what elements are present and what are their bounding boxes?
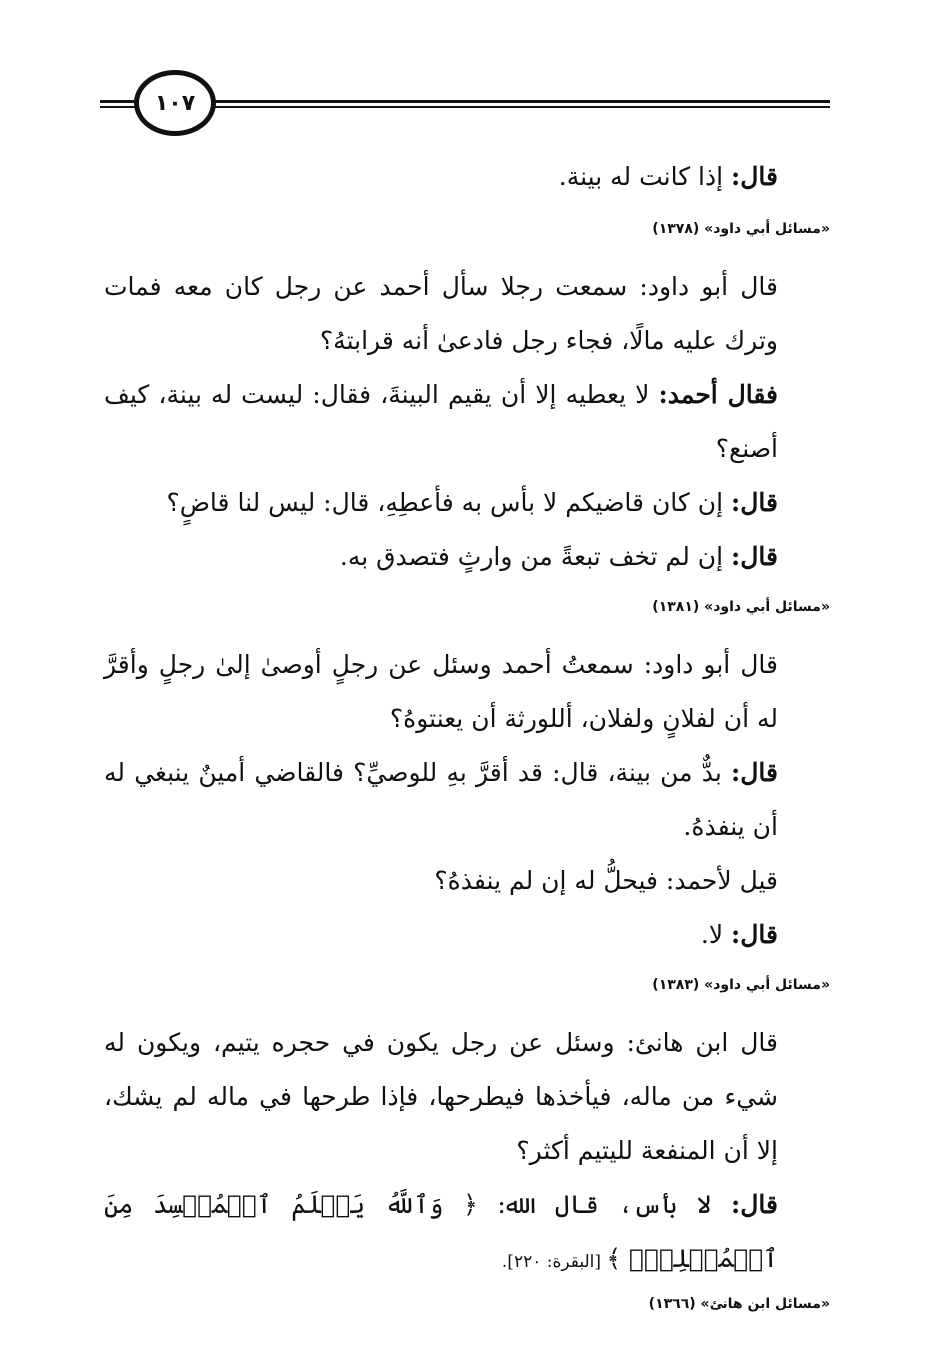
paragraph-text: قال أبو داود: سمعت رجلا سأل أحمد عن رجل كان معه فمات وترك عليه مالًا، فجاء رجل فادعىٰ أنه قرابتهُ؟ (104, 272, 778, 355)
paragraph (104, 260, 830, 368)
paragraph (104, 1178, 830, 1289)
paragraph (104, 368, 830, 476)
source-reference: «مسائل أبي داود» (١٣٨١) (652, 599, 830, 615)
page-body (104, 150, 830, 1315)
speaker-label: قال: (731, 1190, 778, 1219)
paragraph-text: إن كان قاضيكم لا بأس به فأعطِهِ، قال: ليس لنا قاضٍ؟ (166, 488, 732, 517)
paragraph-text: لا يعطيه إلا أن يقيم البينةَ، فقال: ليست له بينة، كيف أصنع؟ (104, 380, 778, 463)
page-number: ١٠٧ (134, 70, 216, 136)
paragraph (104, 150, 830, 204)
speaker-label: فقال أحمد: (658, 380, 778, 409)
quran-verse: ﴿ وَٱللَّهُ يَعۡلَمُ ٱلۡمُفۡسِدَ مِنَ ٱلۡمُصۡلِحِۚ ﴾ (104, 1190, 778, 1273)
speaker-label: قال: (731, 162, 778, 191)
page-header (0, 0, 939, 150)
paragraph (104, 638, 830, 746)
paragraph-text: قال أبو داود: سمعتُ أحمد وسئل عن رجلٍ أوصىٰ إلىٰ رجلٍ وأقرَّ له أن لفلانٍ ولفلان، أللورثة أن يعنتوهُ؟ (104, 650, 778, 733)
paragraph (104, 908, 830, 962)
source-reference: «مسائل أبي داود» (١٣٧٨) (652, 221, 830, 237)
source-reference: «مسائل أبي داود» (١٣٨٣) (652, 977, 830, 993)
paragraph (104, 1016, 830, 1178)
paragraph (104, 746, 830, 854)
paragraph (104, 476, 830, 530)
speaker-label: قال: (731, 920, 778, 949)
paragraph-text: قال ابن هانئ: وسئل عن رجل يكون في حجره يتيم، ويكون له شيء من ماله، فيأخذها فيطرحها، فإذا طرحها في ماله لم يشك، إلا أن المنفعة لليتيم أكثر؟ (104, 1028, 778, 1165)
paragraph-text: لا. (700, 920, 732, 949)
paragraph-text: إذا كانت له بينة. (558, 162, 732, 191)
paragraph-text: بدٌّ من بينة، قال: قد أقرَّ بهِ للوصيِّ؟ فالقاضي أمينٌ ينبغي له أن ينفذهُ. (104, 758, 778, 841)
speaker-label: قال: (731, 758, 778, 787)
verse-citation: [البقرة: ٢٢٠]. (501, 1252, 607, 1272)
paragraph-text: إن لم تخف تبعةً من وارثٍ فتصدق به. (339, 542, 732, 571)
paragraph-text: لا بأس، قال الله: (477, 1190, 732, 1219)
speaker-label: قال: (731, 488, 778, 517)
paragraph (104, 854, 830, 908)
paragraph (104, 530, 830, 584)
paragraph-text: قيل لأحمد: فيحلُّ له إن لم ينفذهُ؟ (434, 866, 778, 895)
speaker-label: قال: (731, 542, 778, 571)
source-reference: «مسائل ابن هانئ» (١٣٦٦) (648, 1296, 830, 1312)
